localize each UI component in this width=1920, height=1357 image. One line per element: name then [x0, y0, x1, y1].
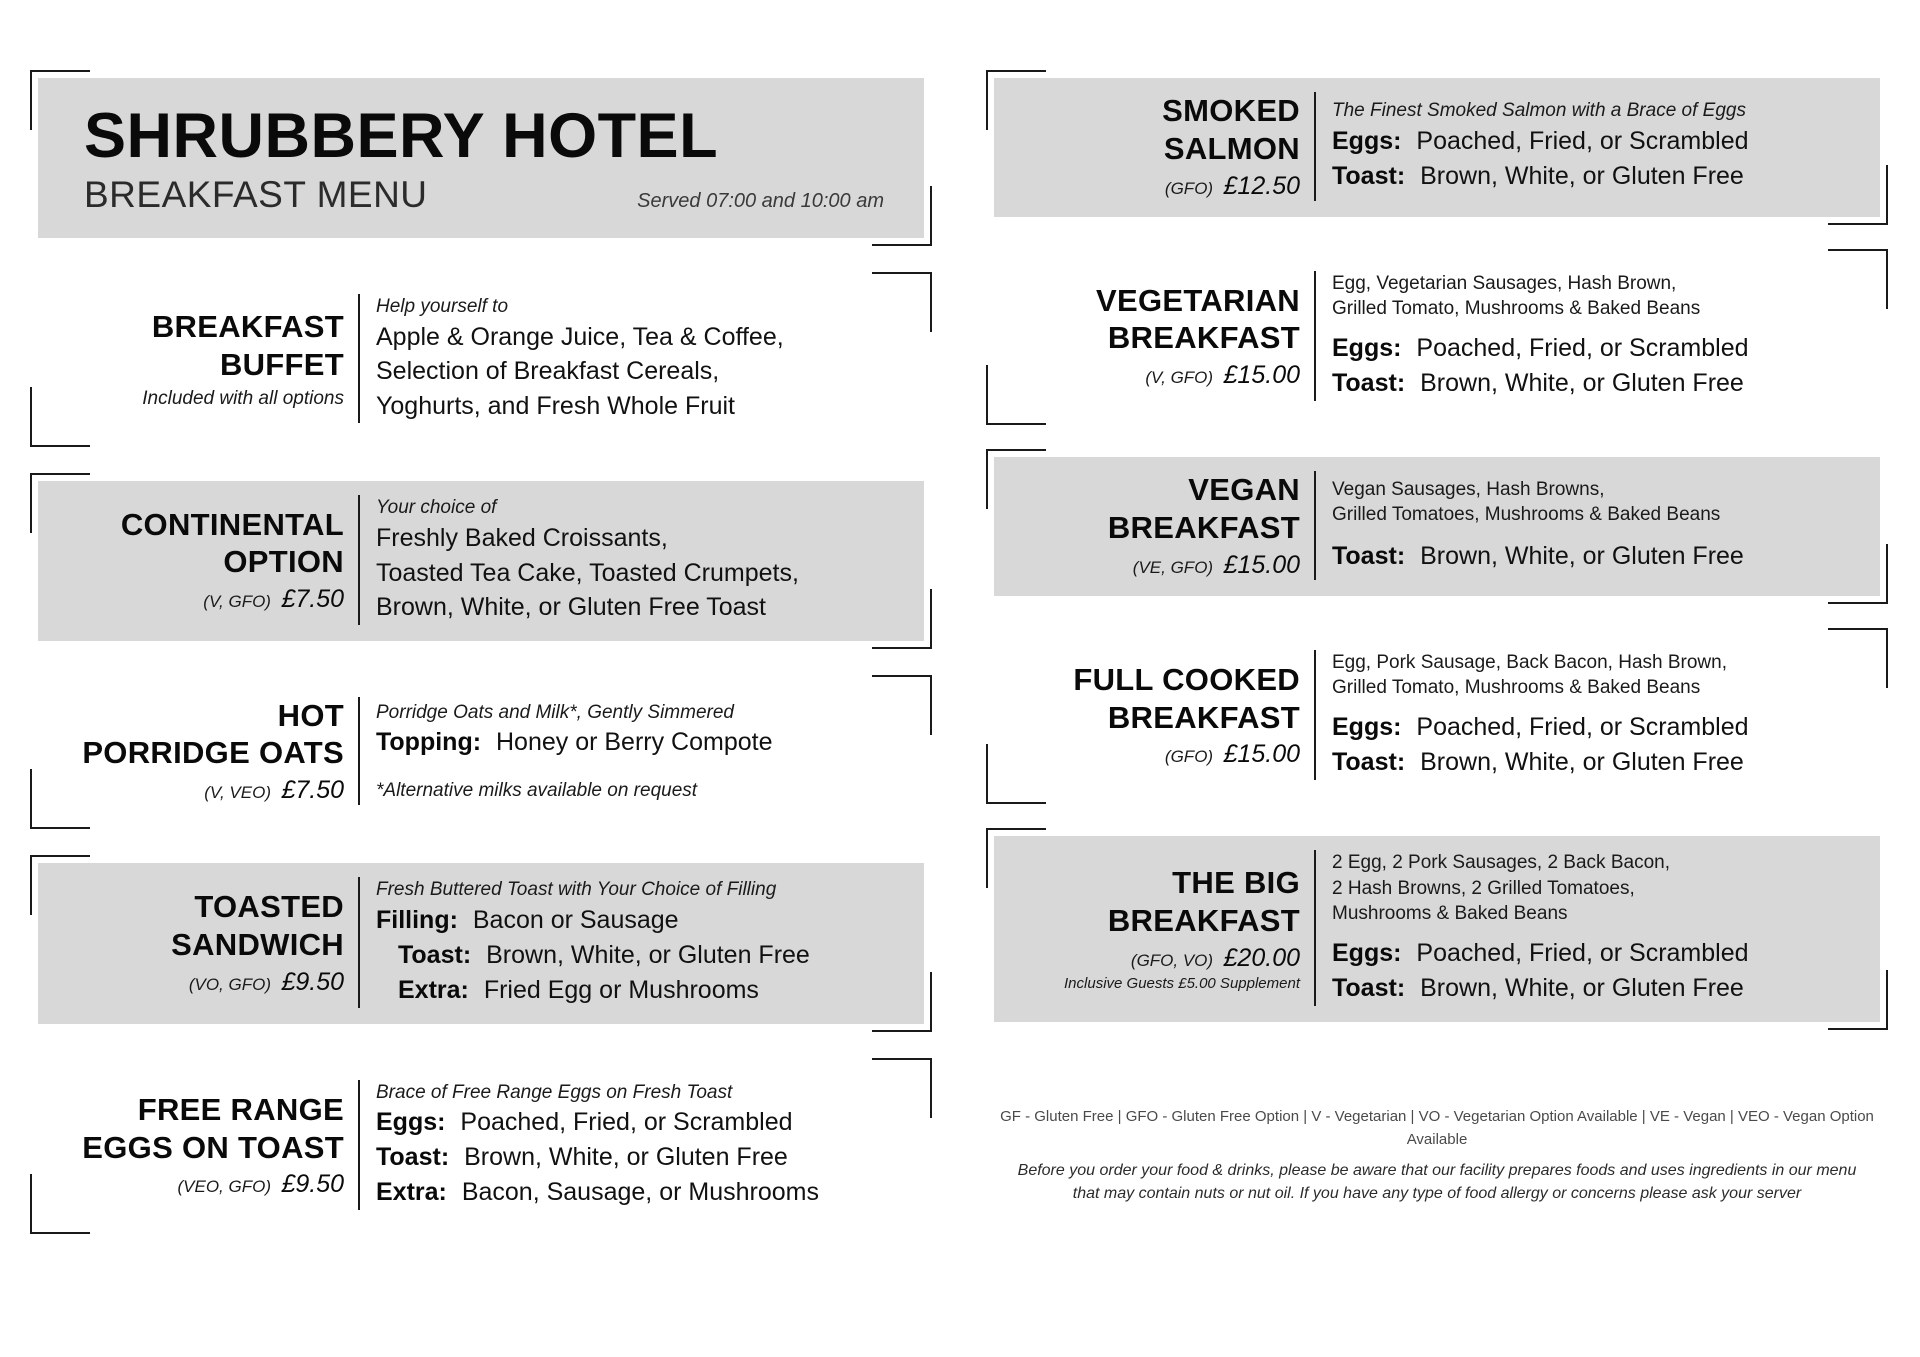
menu-item-the-big-breakfast — [994, 836, 1880, 1022]
item-price-line — [54, 967, 344, 997]
allergen-legend: GF - Gluten Free | GFO - Gluten Free Option | V - Vegetarian | VO - Vegetarian Option Available | VE - Vegan | VEO - Vegan Option Available — [1000, 1108, 1874, 1148]
item-desc-line: Grilled Tomato, Mushrooms & Baked Beans — [1332, 297, 1701, 319]
item-name-column — [1010, 271, 1316, 402]
item-diet-tag: (GFO) — [1164, 747, 1214, 767]
item-title-line1: FREE RANGE — [137, 1091, 344, 1127]
item-option-value: Brown, White, or Gluten Free — [1420, 542, 1744, 571]
item-desc-line: Brown, White, or Gluten Free Toast — [376, 593, 766, 622]
item-title-line1: SMOKED — [1162, 93, 1300, 128]
item-title-line1: BREAKFAST — [151, 309, 344, 344]
left-column — [38, 78, 924, 1357]
item-name-column — [1010, 471, 1316, 580]
item-price: £7.50 — [281, 585, 344, 614]
item-footnote: *Alternative milks available on request — [376, 780, 698, 802]
item-diet-tag: (GFO) — [1164, 178, 1214, 198]
item-description-column — [1316, 471, 1864, 580]
item-option-value: Poached, Fried, or Scrambled — [1416, 127, 1749, 156]
item-price: £15.00 — [1223, 550, 1300, 579]
item-diet-tag: (VO, GFO) — [188, 974, 271, 994]
item-option-label: Extra: — [376, 1178, 447, 1207]
item-description-column — [360, 1080, 908, 1211]
item-price-line — [54, 775, 344, 805]
hotel-name: SHRUBBERY HOTEL — [84, 101, 719, 171]
item-option-row — [1332, 124, 1864, 159]
item-title-line2: SANDWICH — [171, 926, 344, 962]
item-option-label: Filling: — [376, 905, 458, 934]
item-diet-tag: (GFO, VO) — [1130, 951, 1214, 971]
item-name-column — [54, 697, 360, 806]
item-desc-line: Egg, Vegetarian Sausages, Hash Brown, — [1332, 272, 1677, 294]
item-option-value: Brown, White, or Gluten Free — [1420, 974, 1744, 1003]
item-price: £12.50 — [1223, 171, 1300, 200]
item-option-label: Toast: — [1332, 748, 1406, 777]
item-price-line — [1010, 171, 1300, 201]
item-option-value: Bacon, Sausage, or Mushrooms — [461, 1178, 819, 1207]
item-option-value: Honey or Berry Compote — [496, 728, 773, 757]
item-diet-tag: (V, GFO) — [203, 592, 271, 612]
item-price-line — [1010, 550, 1300, 580]
item-desc-line: Selection of Breakfast Cereals, — [376, 357, 720, 386]
item-option-value: Brown, White, or Gluten Free — [464, 1143, 788, 1172]
item-price-line — [1010, 739, 1300, 769]
item-option-row — [1332, 331, 1864, 366]
allergen-disclaimer-line2: that may contain nuts or nut oil. If you have any type of food allergy or concerns please ask your server — [1072, 1185, 1802, 1203]
item-title-line1: THE BIG — [1172, 865, 1300, 901]
item-option-label: Eggs: — [376, 1108, 446, 1137]
item-price: £9.50 — [281, 1170, 344, 1199]
item-title-line2: BREAKFAST — [1107, 509, 1300, 545]
item-name-column — [1010, 850, 1316, 1006]
right-column — [994, 78, 1880, 1357]
item-title-line2: EGGS ON TOAST — [82, 1129, 344, 1165]
item-desc-line: Mushrooms & Baked Beans — [1332, 902, 1568, 924]
item-option-row — [376, 1140, 908, 1175]
item-option-label: Toast: — [1332, 542, 1406, 571]
item-option-label: Toast: — [376, 1143, 450, 1172]
item-option-row — [1332, 366, 1864, 401]
served-hours: Served 07:00 and 10:00 am — [637, 190, 884, 213]
item-desc-line: Freshly Baked Croissants, — [376, 524, 668, 553]
item-description-column — [360, 697, 908, 806]
item-title-line1: FULL COOKED — [1073, 661, 1300, 697]
item-option-label: Topping: — [376, 728, 482, 757]
item-option-row — [376, 1175, 908, 1210]
item-title-line2: OPTION — [223, 544, 344, 580]
allergen-disclaimer-line1: Before you order your food & drinks, please be aware that our facility prepares foods and uses ingredients in our menu — [1017, 1162, 1857, 1180]
item-price: £15.00 — [1223, 740, 1300, 769]
item-diet-tag: (V, VEO) — [204, 783, 271, 803]
menu-item-vegan-breakfast — [994, 457, 1880, 596]
item-option-label: Toast: — [1332, 162, 1406, 191]
item-supplement-note: Inclusive Guests £5.00 Supplement — [1064, 975, 1300, 993]
item-title-line2: SALMON — [1163, 130, 1300, 166]
item-option-label: Toast: — [1332, 369, 1406, 398]
item-name-column — [54, 294, 360, 423]
item-title-line2: BREAKFAST — [1107, 320, 1300, 356]
item-option-label: Extra: — [398, 975, 469, 1004]
item-lead-text: Brace of Free Range Eggs on Fresh Toast — [376, 1081, 733, 1103]
item-lead-text: Porridge Oats and Milk*, Gently Simmered — [376, 701, 734, 723]
item-option-row — [1332, 539, 1864, 574]
item-option-label: Toast: — [398, 940, 472, 969]
item-name-column — [1010, 650, 1316, 781]
item-desc-line: Vegan Sausages, Hash Browns, — [1332, 478, 1605, 500]
item-diet-tag: (VE, GFO) — [1132, 557, 1214, 577]
menu-item-vegetarian-breakfast — [994, 257, 1880, 418]
allergen-disclaimer — [994, 1159, 1880, 1205]
item-option-value: Poached, Fried, or Scrambled — [460, 1108, 793, 1137]
menu-item-full-cooked-breakfast — [994, 636, 1880, 797]
item-price-line — [1010, 360, 1300, 390]
item-name-column — [54, 1080, 360, 1211]
item-option-row — [376, 725, 908, 760]
item-title-line1: TOASTED — [194, 889, 344, 925]
item-option-row — [376, 938, 908, 973]
menu-kicker: BREAKFAST MENU — [84, 174, 428, 216]
item-title-line1: VEGAN — [1188, 472, 1300, 508]
item-desc-line: Grilled Tomatoes, Mushrooms & Baked Beans — [1332, 503, 1721, 525]
item-price-line — [1010, 943, 1300, 973]
item-desc-line: 2 Egg, 2 Pork Sausages, 2 Back Bacon, — [1332, 852, 1670, 874]
item-desc-line: Apple & Orange Juice, Tea & Coffee, — [376, 322, 784, 351]
item-option-label: Toast: — [1332, 974, 1406, 1003]
item-option-label: Eggs: — [1332, 127, 1402, 156]
item-title-line1: VEGETARIAN — [1096, 282, 1300, 318]
item-name-column — [54, 495, 360, 624]
item-description-column — [1316, 271, 1864, 402]
item-included-note: Included with all options — [142, 387, 344, 409]
item-description-column — [360, 495, 908, 624]
item-lead-text: Help yourself to — [376, 296, 509, 318]
menu-item-free-range-eggs-on-toast — [38, 1066, 924, 1227]
item-option-label: Eggs: — [1332, 713, 1402, 742]
item-name-column — [54, 877, 360, 1008]
item-lead-text: Fresh Buttered Toast with Your Choice of Filling — [376, 879, 777, 901]
item-option-value: Poached, Fried, or Scrambled — [1416, 334, 1749, 363]
item-lead-text: Your choice of — [376, 497, 497, 519]
item-description-column — [1316, 92, 1864, 201]
item-price: £20.00 — [1223, 944, 1300, 973]
item-title-line2: BREAKFAST — [1107, 903, 1300, 939]
item-option-value: Bacon or Sausage — [472, 905, 679, 934]
item-title-line1: HOT — [277, 697, 344, 733]
item-desc-line: Grilled Tomato, Mushrooms & Baked Beans — [1332, 677, 1701, 699]
item-option-label: Eggs: — [1332, 334, 1402, 363]
item-name-column — [1010, 92, 1316, 201]
menu-item-toasted-sandwich — [38, 863, 924, 1024]
item-diet-tag: (VEO, GFO) — [177, 1177, 271, 1197]
item-option-value: Brown, White, or Gluten Free — [486, 940, 810, 969]
item-price: £9.50 — [281, 967, 344, 996]
item-title-line2: BREAKFAST — [1107, 699, 1300, 735]
item-option-row — [1332, 159, 1864, 194]
item-option-value: Brown, White, or Gluten Free — [1420, 162, 1744, 191]
item-option-row — [376, 903, 908, 938]
item-option-value: Poached, Fried, or Scrambled — [1416, 939, 1749, 968]
item-option-value: Brown, White, or Gluten Free — [1420, 748, 1744, 777]
item-option-row — [1332, 710, 1864, 745]
item-desc-line: Toasted Tea Cake, Toasted Crumpets, — [376, 558, 799, 587]
item-option-row — [1332, 936, 1864, 971]
item-desc-line: 2 Hash Browns, 2 Grilled Tomatoes, — [1332, 877, 1635, 899]
item-option-value: Fried Egg or Mushrooms — [483, 975, 759, 1004]
menu-item-breakfast-buffet — [38, 280, 924, 439]
item-option-row — [376, 973, 908, 1008]
item-price: £7.50 — [281, 776, 344, 805]
item-price-line — [54, 1169, 344, 1199]
item-price: £15.00 — [1223, 361, 1300, 390]
item-option-row — [1332, 745, 1864, 780]
menu-item-smoked-salmon — [994, 78, 1880, 217]
item-option-value: Brown, White, or Gluten Free — [1420, 369, 1744, 398]
item-description-column — [1316, 850, 1864, 1006]
item-description-column — [1316, 650, 1864, 781]
item-lead-text: The Finest Smoked Salmon with a Brace of Eggs — [1332, 100, 1746, 122]
menu-item-continental-option — [38, 481, 924, 640]
item-title-line2: BUFFET — [219, 346, 344, 382]
item-description-column — [360, 877, 908, 1008]
item-diet-tag: (V, GFO) — [1145, 368, 1214, 388]
item-option-row — [376, 1105, 908, 1140]
item-option-value: Poached, Fried, or Scrambled — [1416, 713, 1749, 742]
item-desc-line: Egg, Pork Sausage, Back Bacon, Hash Brown, — [1332, 651, 1727, 673]
item-option-label: Eggs: — [1332, 939, 1402, 968]
menu-item-hot-porridge-oats — [38, 683, 924, 822]
masthead — [38, 78, 924, 238]
item-desc-line: Yoghurts, and Fresh Whole Fruit — [376, 391, 735, 420]
item-description-column — [360, 294, 908, 423]
item-option-row — [1332, 971, 1864, 1006]
item-price-line — [54, 584, 344, 614]
item-title-line2: PORRIDGE OATS — [82, 735, 344, 771]
item-title-line1: CONTINENTAL — [120, 506, 344, 542]
